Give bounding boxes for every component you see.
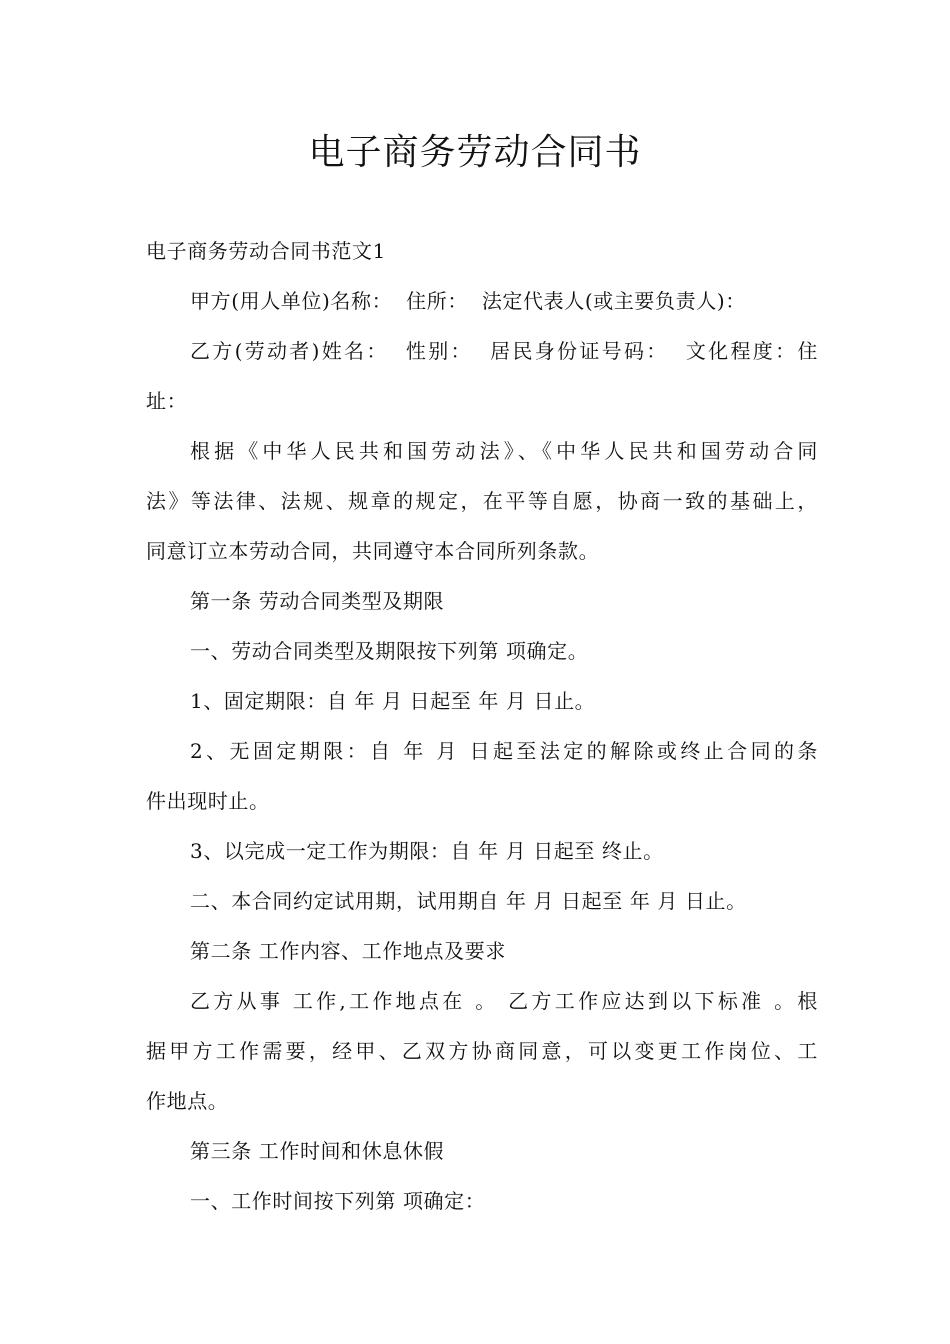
article-3-clause-1: 一、工作时间按下列第 项确定： — [190, 1189, 486, 1213]
document-body — [146, 226, 818, 1226]
article-2-line-1: 乙方从事 工作,工作地点在 。 乙方工作应达到以下标准 。根 — [190, 989, 818, 1013]
document-title: 电子商务劳动合同书 — [308, 132, 642, 173]
subtitle-line: 电子商务劳动合同书范文1 — [146, 239, 386, 263]
article-1-heading: 第一条 劳动合同类型及期限 — [190, 589, 445, 613]
article-2-line-2: 据甲方工作需要，经甲、乙双方协商同意，可以变更工作岗位、工 — [146, 1039, 818, 1063]
party-a-line: 甲方(用人单位)名称： 住所： 法定代表人(或主要负责人)： — [190, 289, 746, 313]
article-1-clause-1: 一、劳动合同类型及期限按下列第 项确定。 — [190, 639, 589, 663]
article-1-clause-2: 二、本合同约定试用期，试用期自 年 月 日起至 年 月 日止。 — [190, 889, 747, 913]
party-b-line-cont: 址： — [146, 389, 188, 413]
article-3-heading: 第三条 工作时间和休息休假 — [190, 1139, 445, 1163]
article-1-item-3: 3、以完成一定工作为期限：自 年 月 日起至 终止。 — [190, 839, 664, 863]
article-1-item-2: 2、无固定期限：自 年 月 日起至法定的解除或终止合同的条 — [190, 739, 818, 763]
article-1-item-2-cont: 件出现时止。 — [146, 789, 270, 813]
article-2-heading: 第二条 工作内容、工作地点及要求 — [190, 939, 506, 963]
article-1-item-1: 1、固定期限：自 年 月 日起至 年 月 日止。 — [190, 689, 596, 713]
article-2-line-3: 作地点。 — [146, 1089, 229, 1113]
preamble-line-3: 同意订立本劳动合同，共同遵守本合同所列条款。 — [146, 539, 600, 563]
preamble-line-1: 根据《中华人民共和国劳动法》、《中华人民共和国劳动合同 — [190, 439, 818, 463]
preamble-line-2: 法》等法律、法规、规章的规定，在平等自愿，协商一致的基础上， — [146, 489, 818, 513]
party-b-line: 乙方(劳动者)姓名： 性别： 居民身份证号码： 文化程度：住 — [190, 339, 818, 363]
